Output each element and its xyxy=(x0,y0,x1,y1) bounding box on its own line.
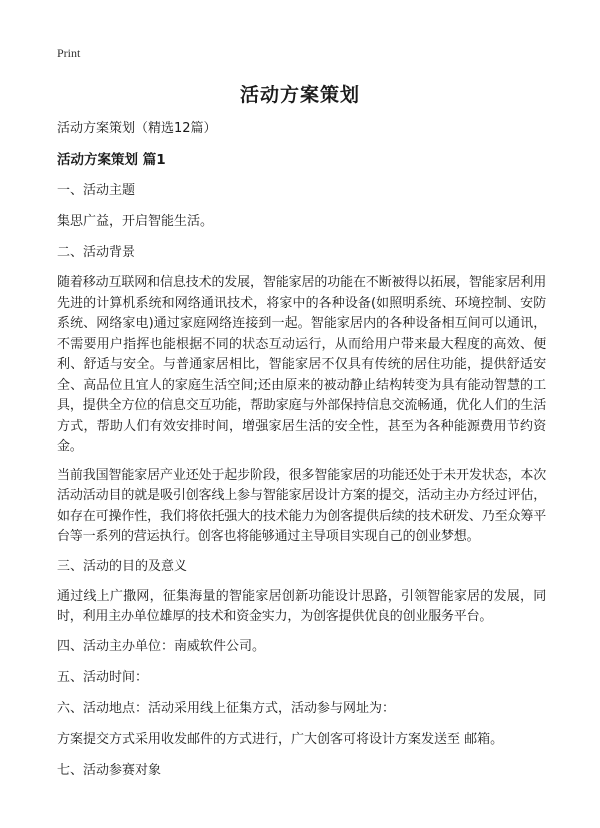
document-subtitle: 活动方案策划（精选12篇） xyxy=(57,121,217,136)
activity-theme-text: 集思广益，开启智能生活。 xyxy=(57,214,214,229)
heading-organizer: 四、活动主办单位：南威软件公司。 xyxy=(57,638,266,654)
heading-location: 六、活动地点：活动采用线上征集方式，活动参与网址为： xyxy=(57,700,396,716)
page-title: 活动方案策划 xyxy=(239,84,360,106)
print-label[interactable]: Print xyxy=(57,46,81,60)
document-body xyxy=(57,118,546,791)
purpose-paragraph: 通过线上广撒网，征集海量的智能家居创新功能设计思路，引领智能家居的发展，同时，利用主办单位雄厚的技术和资金实力，为创客提供优良的创业服务平台。 xyxy=(57,588,546,624)
heading-purpose: 三、活动的目的及意义 xyxy=(57,558,188,574)
section-heading: 活动方案策划 篇1 xyxy=(57,152,166,168)
heading-activity-theme: 一、活动主题 xyxy=(57,183,136,198)
background-paragraph-2: 当前我国智能家居产业还处于起步阶段，很多智能家居的功能还处于未开发状态，本次活动活动目的就是吸引创客线上参与智能家居设计方案的提交，活动主办方经过评估，如存在可操作性，我们将依托强大的技术能力为创客提供后续的技术研发、乃至众筹平台等一系列的营运执行。创客也将能够通过主导项目实现自己的创业梦想。 xyxy=(57,467,546,544)
background-paragraph-1: 随着移动互联网和信息技术的发展，智能家居的功能在不断被得以拓展，智能家居利用先进的计算机系统和网络通讯技术，将家中的各种设备(如照明系统、环境控制、安防系统、网络家电)通过家庭网络连接到一起。智能家居内的各种设备相互间可以通讯，不需要用户指挥也能根据不同的状态互动运行，从而给用户带来最大程度的高效、便利、舒适与安全。与普通家居相比，智能家居不仅具有传统的居住功能，提供舒适安全、高品位且宜人的家庭生活空间;还由原来的被动静止结构转变为具有能动智慧的工具，提供全方位的信息交互功能，帮助家庭与外部保持信息交流畅通，优化人们的生活方式，帮助人们有效安排时间，增强家居生活的安全性，甚至为各种能源费用节约资金。 xyxy=(57,275,546,454)
submission-method-text: 方案提交方式采用收发邮件的方式进行，广大创客可将设计方案发送至 邮箱。 xyxy=(57,731,504,747)
heading-time: 五、活动时间： xyxy=(57,669,149,685)
heading-participants: 七、活动参赛对象 xyxy=(57,762,162,778)
heading-activity-background: 二、活动背景 xyxy=(57,245,136,260)
